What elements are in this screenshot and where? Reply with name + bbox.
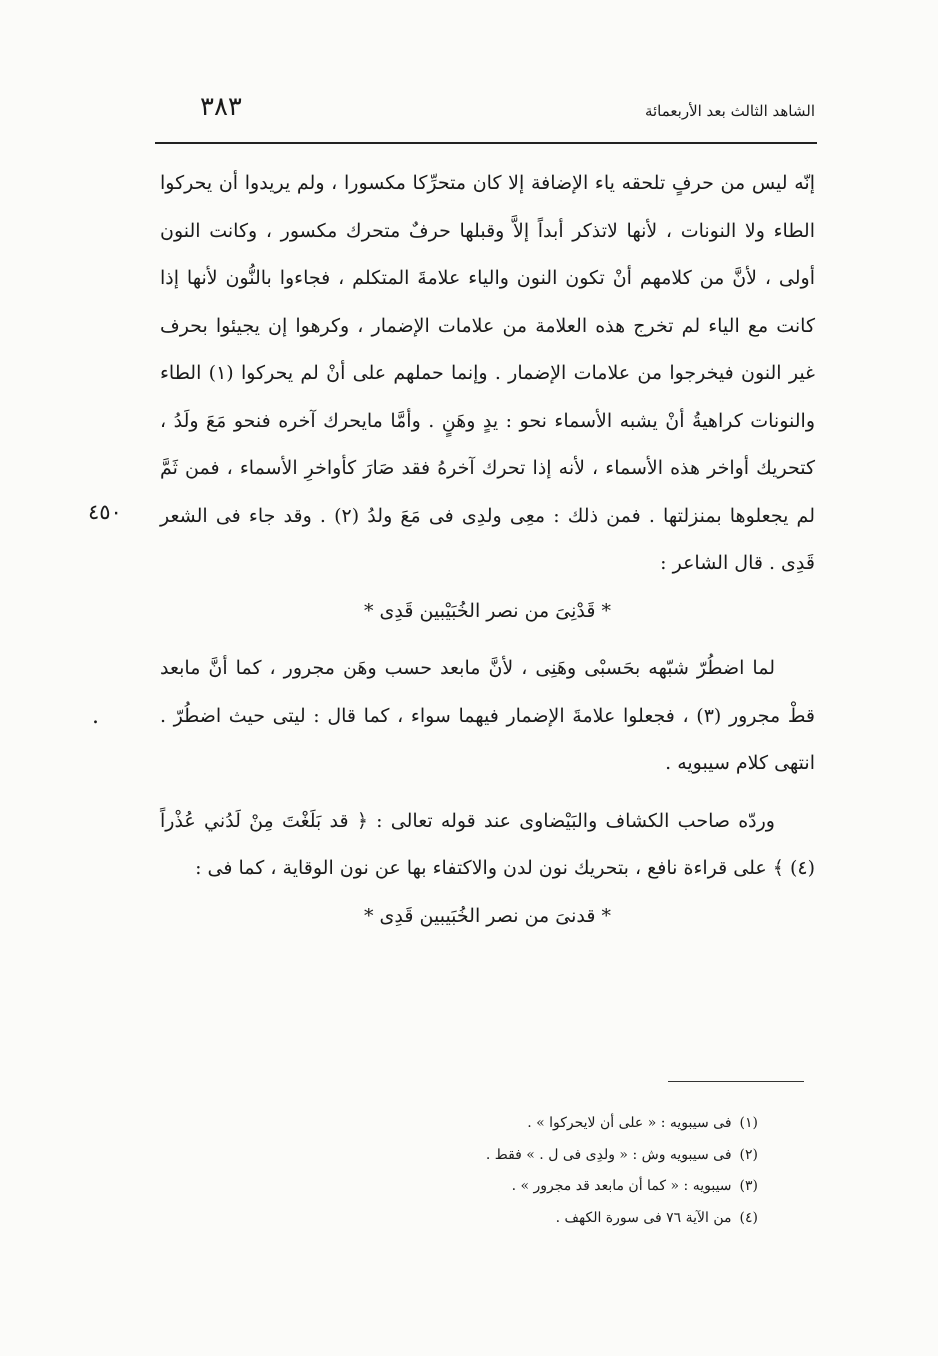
footnote-3	[300, 1171, 758, 1203]
footnote-2	[300, 1140, 758, 1172]
paragraph-1: إنّه ليس من حرفٍ تلحقه ياء الإضافة إلا كان متحرِّكا مكسورا ، ولم يريدوا أن يحركوا الطاء ولا النونات ، لأنها لاتذكر أبداً إلاَّ وقبلها حرفٌ متحرك مكسور ، وكانت النون أولى ، لأنَّ من كلامهم أنْ تكون النون والياء علامةَ المتكلم ، فجاءوا بالنُّون لأنها إذا كانت مع الياء لم تخرج هذه العلامة من علامات الإضمار ، وكرهوا إن يجيئوا بحرف غير النون فيخرجوا من علامات الإضمار . وإنما حملهم على أنْ لم يحركوا (١) الطاء والنونات كراهيةُ أنْ يشبه الأسماء نحو : يدٍ وهَنٍ . وأمَّا مايحرك آخره فنحو مَعَ ولَدُ ، كتحريك أواخر هذه الأسماء ، لأنه إذا تحرك آخرهُ فقد صَارَ كأواخرِ الأسماء ، فمن ثَمَّ لم يجعلوها بمنزلتها . فمن ذلك : معِى ولدِى فى مَعَ ولدُ (٢) . وقد جاء فى الشعر قَدِى . قال الشاعر :	[160, 172, 815, 574]
header-rule	[155, 142, 817, 144]
footnote-number: (٤)	[739, 1209, 758, 1226]
footnote-1	[300, 1108, 758, 1140]
footnote-number: (٣)	[739, 1178, 758, 1194]
margin-mark: .	[92, 704, 99, 729]
page-header	[160, 92, 815, 132]
spacer	[160, 788, 815, 798]
spacer	[160, 635, 815, 645]
footnote-number: (١)	[739, 1115, 758, 1131]
footnote-text: فى سيبويه وش : « ولدِى فى ل . » فقط .	[485, 1146, 732, 1163]
margin-line-number: ٤٥٠	[88, 500, 122, 524]
footnote-4	[300, 1203, 758, 1235]
footnotes	[300, 1108, 758, 1234]
footnote-rule	[668, 1081, 804, 1082]
footnote-number: (٢)	[739, 1146, 758, 1163]
footnote-text: من الآية ٧٦ فى سورة الكهف .	[555, 1209, 732, 1226]
footnote-text: سيبويه : « كما أن مابعد قد مجرور » .	[511, 1178, 732, 1194]
paragraph-3: وردّه صاحب الكشاف والبَيْضاوى عند قوله تعالى : ﴿ قد بَلَغْتَ مِنْ لَدُني عُذْراً (٤) ﴾ على قراءة نافع ، بتحريك نون لدن والاكتفاء بها عن نون الوقاية ، كما فى :	[160, 809, 815, 879]
verse-1: * قَدْنِىَ من نصر الخُبَيْبين قَدِى *	[364, 599, 611, 622]
verse-2: * قدنىَ من نصر الخُبَيبين قَدِى *	[364, 904, 611, 927]
footnote-text: فى سيبويه : « على أن لايحركوا » .	[527, 1115, 732, 1131]
main-text	[160, 160, 815, 940]
page-number: ٣٨٣	[200, 92, 242, 122]
running-title: الشاهد الثالث بعد الأربعمائة	[644, 102, 815, 120]
paragraph-2: لما اضطُرّ شبّهه بحَسبْى وهَنِى ، لأنَّ مابعد حسب وهَن مجرور ، كما أنَّ مابعد قطْ مجرور (٣) ، فجعلوا علامةَ الإضمار فيهما سواء ، كما قال : ليتى حيث اضطُرّ . انتهى كلام سيبويه .	[160, 657, 815, 774]
